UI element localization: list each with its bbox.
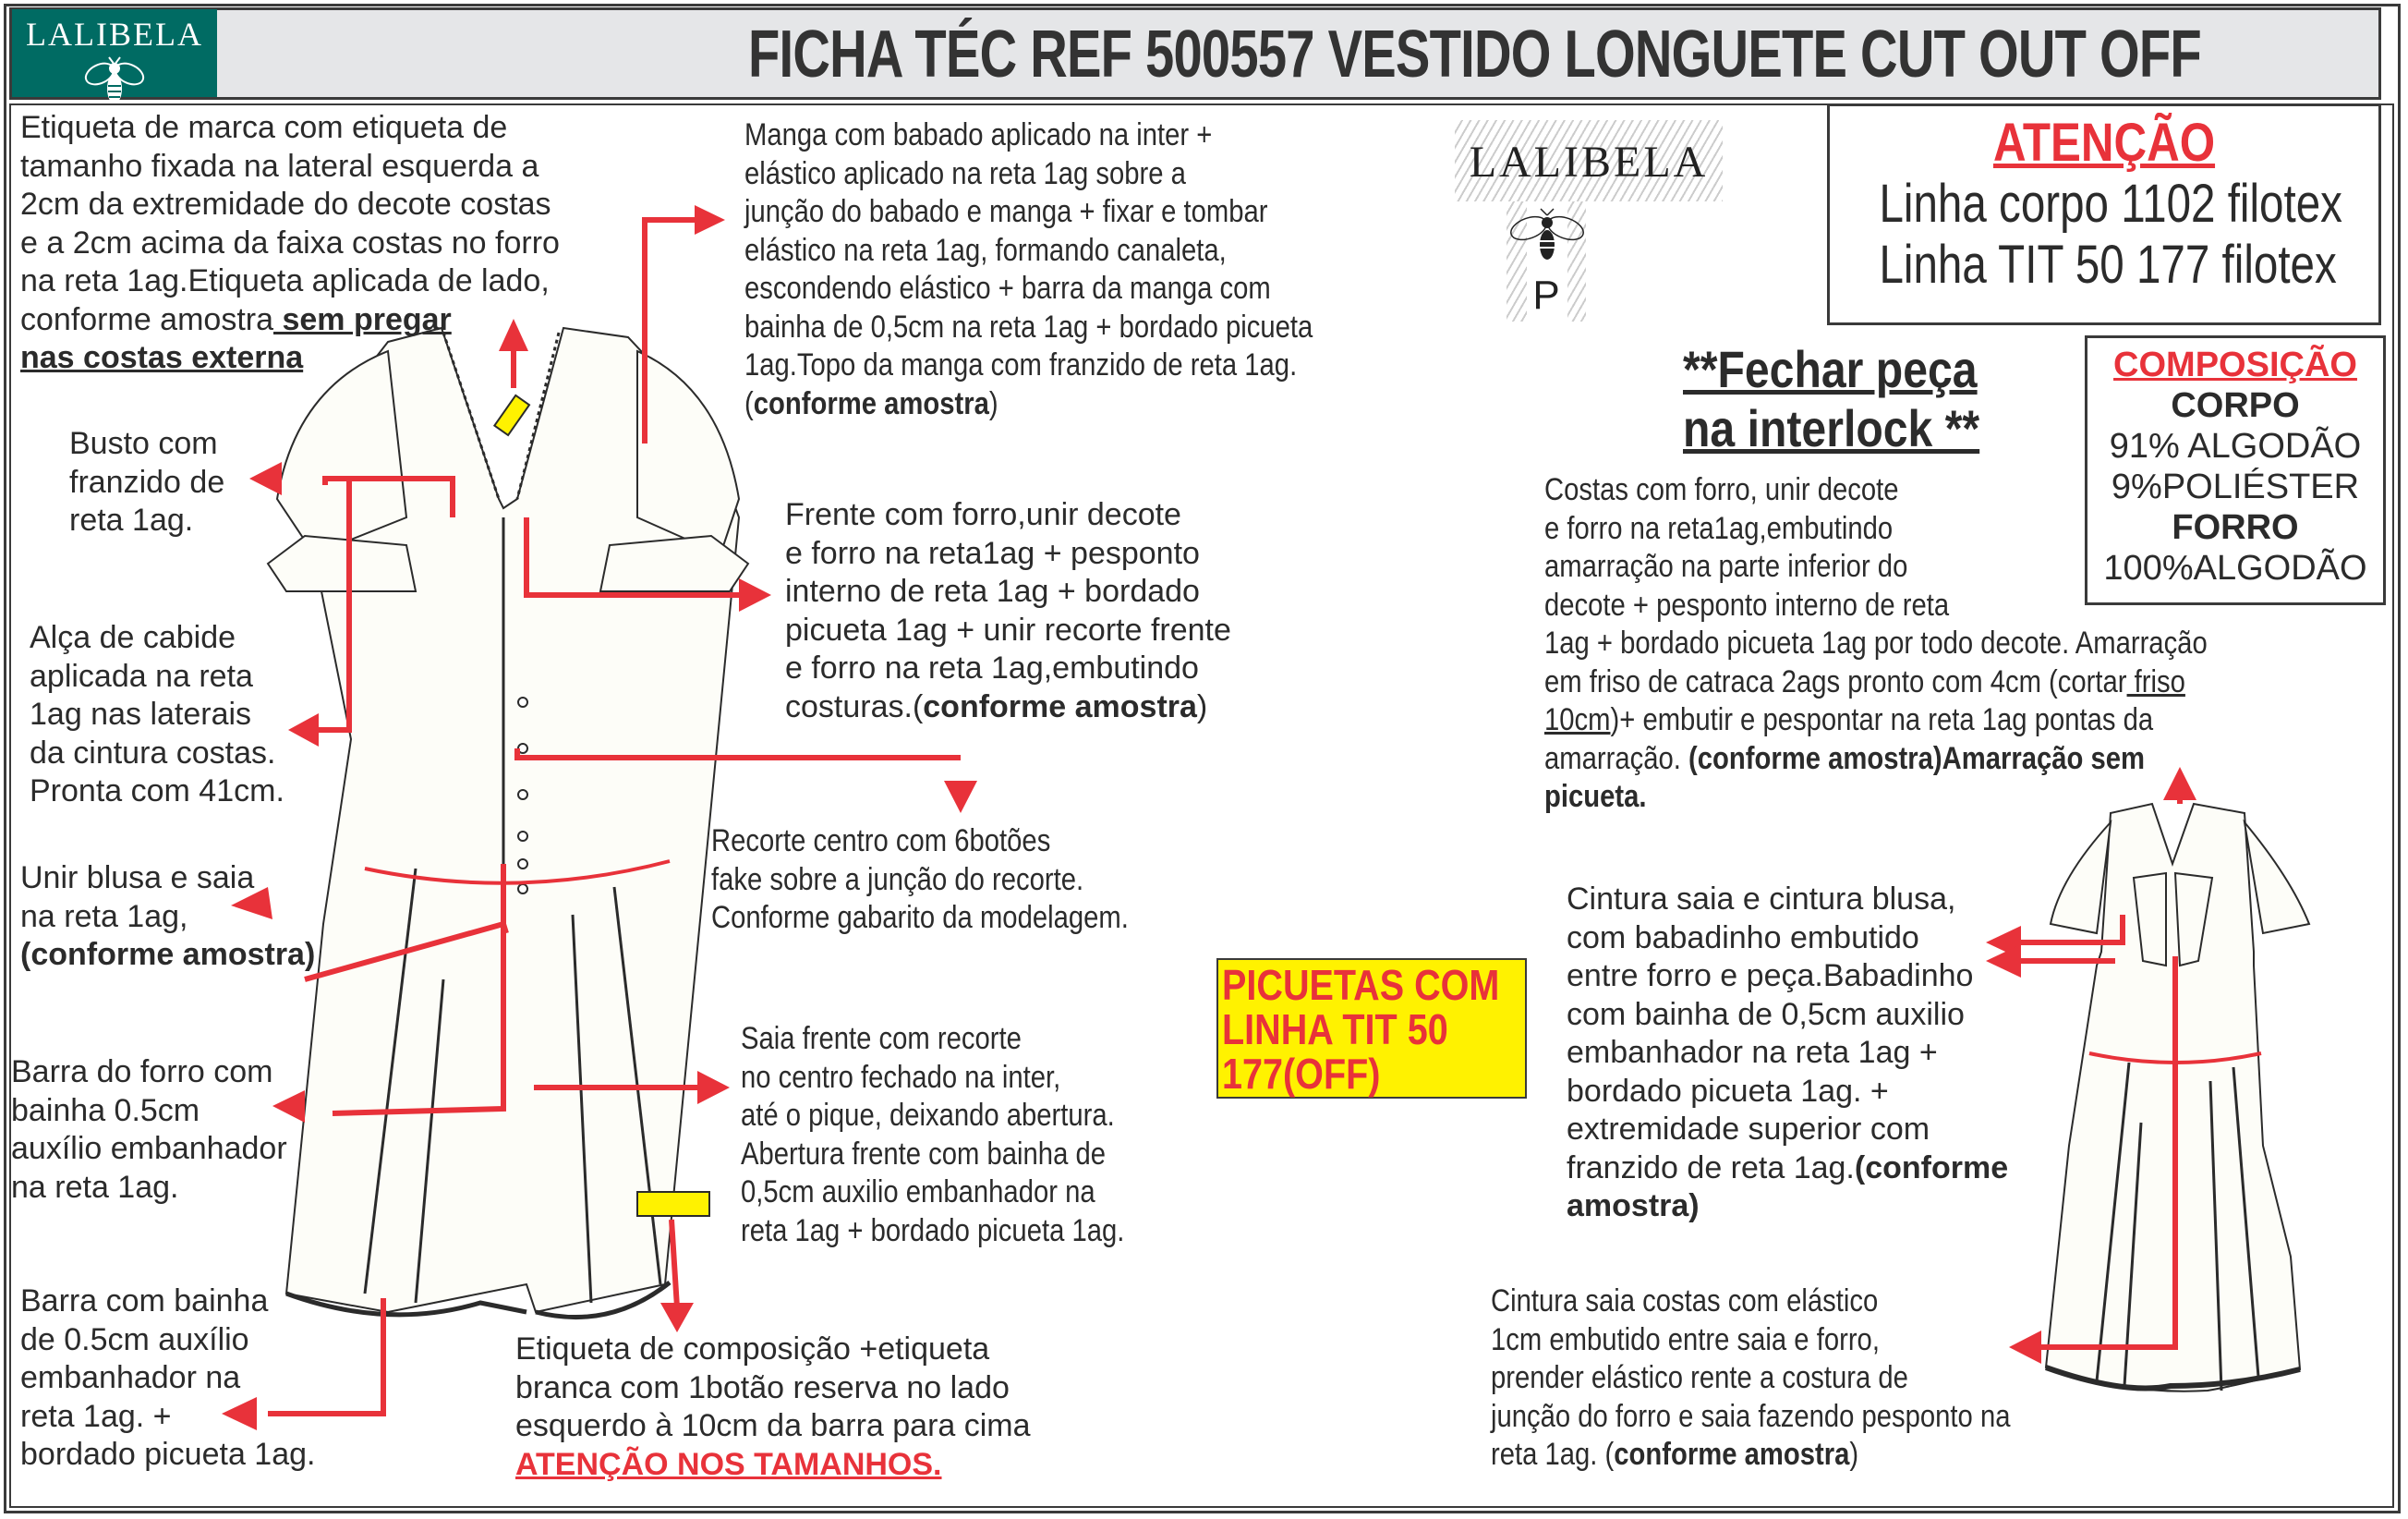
- note-emphasis: (conforme amostra)Amarração sem: [1688, 740, 2146, 776]
- note-line: entre forro e peça.Babadinho: [1567, 958, 1974, 993]
- note-front: [785, 496, 1231, 726]
- note-line: na reta 1ag.Etiqueta aplicada de lado,: [20, 263, 550, 298]
- note-line: elástico aplicado na reta 1ag sobre a: [744, 155, 1186, 191]
- note-line: Cintura saia costas com elástico: [1491, 1283, 1879, 1318]
- note-line: Busto com: [69, 426, 218, 461]
- note-line: 0,5cm auxilio embanhador na: [741, 1174, 1095, 1209]
- note-line: Costas com forro, unir decote: [1544, 472, 1899, 507]
- note-line: bainha de 0,5cm na reta 1ag + bordado picueta: [744, 309, 1313, 345]
- note-line: esquerdo à 10cm da barra para cima: [515, 1408, 1031, 1443]
- note-line: reta 1ag + bordado picueta 1ag.: [741, 1212, 1125, 1248]
- note-emphasis: conforme amostra: [753, 385, 989, 421]
- note-line: interno de reta 1ag + bordado: [785, 574, 1200, 609]
- note-text: em friso de catraca 2ags pronto com 4cm (cortar: [1544, 663, 2127, 699]
- note-line: e forro na reta 1ag,embutindo: [785, 650, 1199, 686]
- note-line: Pronta com 41cm.: [30, 773, 284, 808]
- note-line: Abertura frente com bainha de: [741, 1136, 1106, 1172]
- note-underline: friso: [2126, 663, 2185, 699]
- note-hem: [20, 1282, 315, 1475]
- note-line: e forro na reta1ag,embutindo: [1544, 510, 1894, 546]
- note-line: 1cm embutido entre saia e forro,: [1491, 1321, 1880, 1357]
- note-hanger-loop: [30, 619, 284, 811]
- note-bust: [69, 425, 224, 541]
- note-line: 2cm da extremidade do decote costas: [20, 187, 551, 222]
- note-brand-label: [20, 109, 560, 378]
- note-line: auxílio embanhador: [11, 1131, 287, 1166]
- note-line: 1ag + bordado picueta 1ag por todo decote. Amarração: [1544, 626, 2208, 661]
- note-line: e forro na reta1ag + pesponto: [785, 535, 1200, 571]
- arrow-left-icon: [2009, 1331, 2041, 1364]
- note-emphasis: amostra): [1567, 1188, 1700, 1223]
- note-line: junção do babado e manga + fixar e tombar: [744, 194, 1268, 229]
- arrow-down-icon: [944, 781, 977, 813]
- composition-body-label: CORPO: [2171, 386, 2300, 425]
- note-text: reta 1ag. (: [1491, 1437, 1615, 1472]
- note-text: franzido de reta 1ag.: [1567, 1149, 1855, 1185]
- note-emphasis: picueta.: [1544, 779, 1647, 814]
- note-line: 1ag nas laterais: [30, 697, 252, 732]
- note-line: junção do forro e saia fazendo pesponto na: [1491, 1398, 2011, 1434]
- label-tag-brand: LALIBELA: [1469, 138, 1709, 187]
- note-line: Barra do forro com: [11, 1054, 273, 1089]
- note-line: Saia frente com recorte: [741, 1021, 1022, 1056]
- note-text: costuras.(: [785, 688, 924, 724]
- composition-line: 91% ALGODÃO: [2109, 427, 2362, 466]
- composition-line: 100%ALGODÃO: [2103, 549, 2367, 588]
- note-emphasis: sem pregar: [273, 301, 452, 337]
- brand-label-marker: [494, 395, 529, 435]
- note-line: decote + pesponto interno de reta: [1544, 587, 1950, 623]
- picuetas-line: PICUETAS COM: [1222, 961, 1500, 1009]
- note-line: da cintura costas.: [30, 735, 276, 771]
- note-line: [1567, 1149, 2008, 1188]
- note-line: Alça de cabide: [30, 620, 236, 655]
- note-center-cut: [711, 822, 1129, 938]
- note-emphasis: conforme amostra: [1614, 1437, 1850, 1472]
- picuetas-line: LINHA TIT 50: [1222, 1005, 1448, 1053]
- note-line: extremidade superior com: [1567, 1112, 1930, 1147]
- note-lining-hem: [11, 1053, 287, 1207]
- note-line: na reta 1ag.: [11, 1169, 179, 1205]
- note-line: no centro fechado na inter,: [741, 1059, 1061, 1095]
- note-line: [1544, 740, 2208, 779]
- note-line: Barra com bainha: [20, 1283, 269, 1318]
- note-line: elástico na reta 1ag, formando canaleta,: [744, 232, 1227, 268]
- arrow-right-icon: [697, 1071, 730, 1104]
- note-comp-label: [515, 1331, 1031, 1484]
- note-line: Recorte centro com 6botões: [711, 823, 1051, 858]
- note-line: prender elástico rente a costura de: [1491, 1360, 1908, 1395]
- note-line: [1544, 701, 2208, 740]
- picuetas-line: 177(OFF): [1222, 1050, 1381, 1098]
- note-line: Cintura saia e cintura blusa,: [1567, 881, 1956, 917]
- note-skirt-front: [741, 1020, 1124, 1250]
- note-line: com bainha de 0,5cm auxilio: [1567, 996, 1965, 1032]
- note-line: [20, 301, 560, 340]
- note-line: com babadinho embutido: [1567, 919, 1919, 955]
- note-line: na reta 1ag,: [20, 898, 188, 934]
- note-sleeve: [744, 116, 1313, 423]
- note-emphasis: conforme amostra: [923, 688, 1197, 724]
- arrow-right-icon: [695, 205, 725, 235]
- note-line: 1ag.Topo da manga com franzido de reta 1ag.: [744, 347, 1298, 383]
- note-text: conforme amostra: [20, 301, 273, 337]
- note-back: [1544, 471, 2208, 817]
- note-line: reta 1ag. (conforme amostra): [1491, 1437, 1859, 1472]
- note-line: Conforme gabarito da modelagem.: [711, 900, 1129, 935]
- arrow-right-icon: [739, 578, 771, 612]
- interlock-line: na interlock **: [1683, 399, 1980, 457]
- note-emphasis: nas costas externa: [20, 340, 304, 375]
- label-tag-size: P: [1532, 273, 1560, 318]
- note-line: bordado picueta 1ag. +: [1567, 1073, 1889, 1109]
- composition-lining-label: FORRO: [2172, 508, 2299, 547]
- page-title: FICHA TÉC REF 500557 VESTIDO LONGUETE CUT OUT OFF: [748, 18, 2201, 91]
- note-emphasis: (conforme amostra): [20, 937, 316, 972]
- note-line: branca com 1botão reserva no lado: [515, 1369, 1010, 1405]
- note-line: franzido de: [69, 464, 225, 500]
- note-line: até o pique, deixando abertura.: [741, 1098, 1115, 1133]
- note-line: amarração na parte inferior do: [1544, 549, 1908, 584]
- comp-label-marker: [637, 1192, 709, 1216]
- composition-title: COMPOSIÇÃO: [2113, 346, 2357, 384]
- note-line: escondendo elástico + barra da manga com: [744, 271, 1271, 306]
- arrow-down-icon: [660, 1303, 694, 1332]
- note-text: amarração.: [1544, 740, 1689, 776]
- note-line: embanhador na: [20, 1360, 241, 1395]
- note-line: aplicada na reta: [30, 658, 253, 694]
- note-line: Etiqueta de marca com etiqueta de: [20, 110, 508, 145]
- size-warning: ATENÇÃO NOS TAMANHOS.: [515, 1446, 942, 1482]
- note-line: reta 1ag.: [69, 503, 194, 538]
- note-line: Manga com babado aplicado na inter +: [744, 117, 1213, 152]
- note-back-waist: [1491, 1282, 2010, 1475]
- arrow-left-icon: [249, 462, 282, 495]
- note-line: reta 1ag. +: [20, 1398, 172, 1434]
- interlock-line: **Fechar peça: [1683, 340, 1978, 398]
- note-line: de 0.5cm auxílio: [20, 1321, 249, 1357]
- note-emphasis: (conforme: [1854, 1149, 2009, 1185]
- note-line: bordado picueta 1ag.: [20, 1437, 316, 1472]
- front-dress-sketch: [268, 328, 748, 1312]
- note-waist: [1567, 881, 2008, 1226]
- attention-line: Linha TIT 50 177 filotex: [1879, 235, 2337, 295]
- note-line: e a 2cm acima da faixa costas no forro: [20, 225, 560, 261]
- note-line: [1544, 663, 2208, 702]
- note-line: Etiqueta de composição +etiqueta: [515, 1331, 990, 1367]
- note-line: Unir blusa e saia: [20, 860, 255, 895]
- brand-name: LALIBELA: [26, 16, 203, 53]
- note-line: fake sobre a junção do recorte.: [711, 861, 1084, 897]
- note-line: costuras.(conforme amostra): [785, 688, 1208, 724]
- note-line: bainha 0.5cm: [11, 1092, 200, 1128]
- attention-title: ATENÇÃO: [1992, 113, 2216, 173]
- note-text: )+ embutir e pespontar na reta 1ag pontas da: [1610, 702, 2154, 737]
- composition-line: 9%POLIÉSTER: [2111, 468, 2360, 506]
- note-line: (conforme amostra): [744, 385, 998, 421]
- note-line: picueta 1ag + unir recorte frente: [785, 612, 1231, 648]
- attention-line: Linha corpo 1102 filotex: [1879, 174, 2342, 234]
- note-join: [20, 859, 315, 975]
- note-underline: 10cm: [1544, 702, 1611, 737]
- note-line: Frente com forro,unir decote: [785, 497, 1181, 532]
- note-line: tamanho fixada na lateral esquerda a: [20, 148, 539, 184]
- note-line: embanhador na reta 1ag +: [1567, 1035, 1938, 1070]
- arrow-left-icon: [288, 713, 319, 747]
